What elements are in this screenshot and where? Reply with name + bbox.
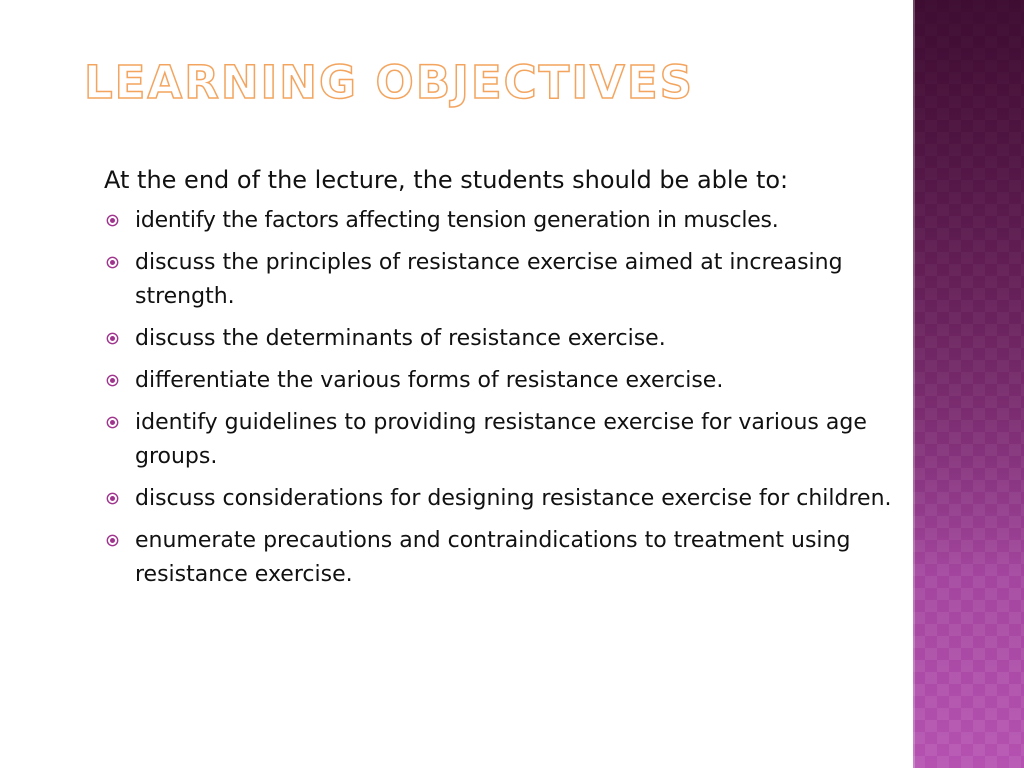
list-item xyxy=(104,246,904,314)
circle-dot-icon xyxy=(106,374,119,387)
decorative-side-panel xyxy=(913,0,1024,768)
objectives-list xyxy=(104,204,904,592)
circle-dot-icon xyxy=(106,332,119,345)
circle-dot-icon xyxy=(106,256,119,269)
list-item xyxy=(104,364,904,398)
circle-dot-icon xyxy=(106,416,119,429)
list-item-text: identify the factors affecting tension generation in muscles. xyxy=(135,208,779,233)
list-item xyxy=(104,322,904,356)
slide-content xyxy=(104,164,904,600)
list-item-text: identify guidelines to providing resistance exercise for various age groups. xyxy=(135,410,867,469)
list-item xyxy=(104,482,904,516)
slide-title: LEARNING OBJECTIVES xyxy=(84,56,695,109)
intro-text: At the end of the lecture, the students should be able to: xyxy=(104,166,789,194)
list-item xyxy=(104,524,904,592)
circle-dot-icon xyxy=(106,214,119,227)
list-item-text: differentiate the various forms of resistance exercise. xyxy=(135,368,724,393)
list-item-text: enumerate precautions and contraindications to treatment using resistance exercise. xyxy=(135,528,851,587)
list-item xyxy=(104,406,904,474)
list-item-text: discuss considerations for designing resistance exercise for children. xyxy=(135,486,892,511)
circle-dot-icon xyxy=(106,492,119,505)
list-item-text: discuss the determinants of resistance exercise. xyxy=(135,326,666,351)
list-item xyxy=(104,204,904,238)
list-item-text: discuss the principles of resistance exercise aimed at increasing strength. xyxy=(135,250,843,309)
circle-dot-icon xyxy=(106,534,119,547)
